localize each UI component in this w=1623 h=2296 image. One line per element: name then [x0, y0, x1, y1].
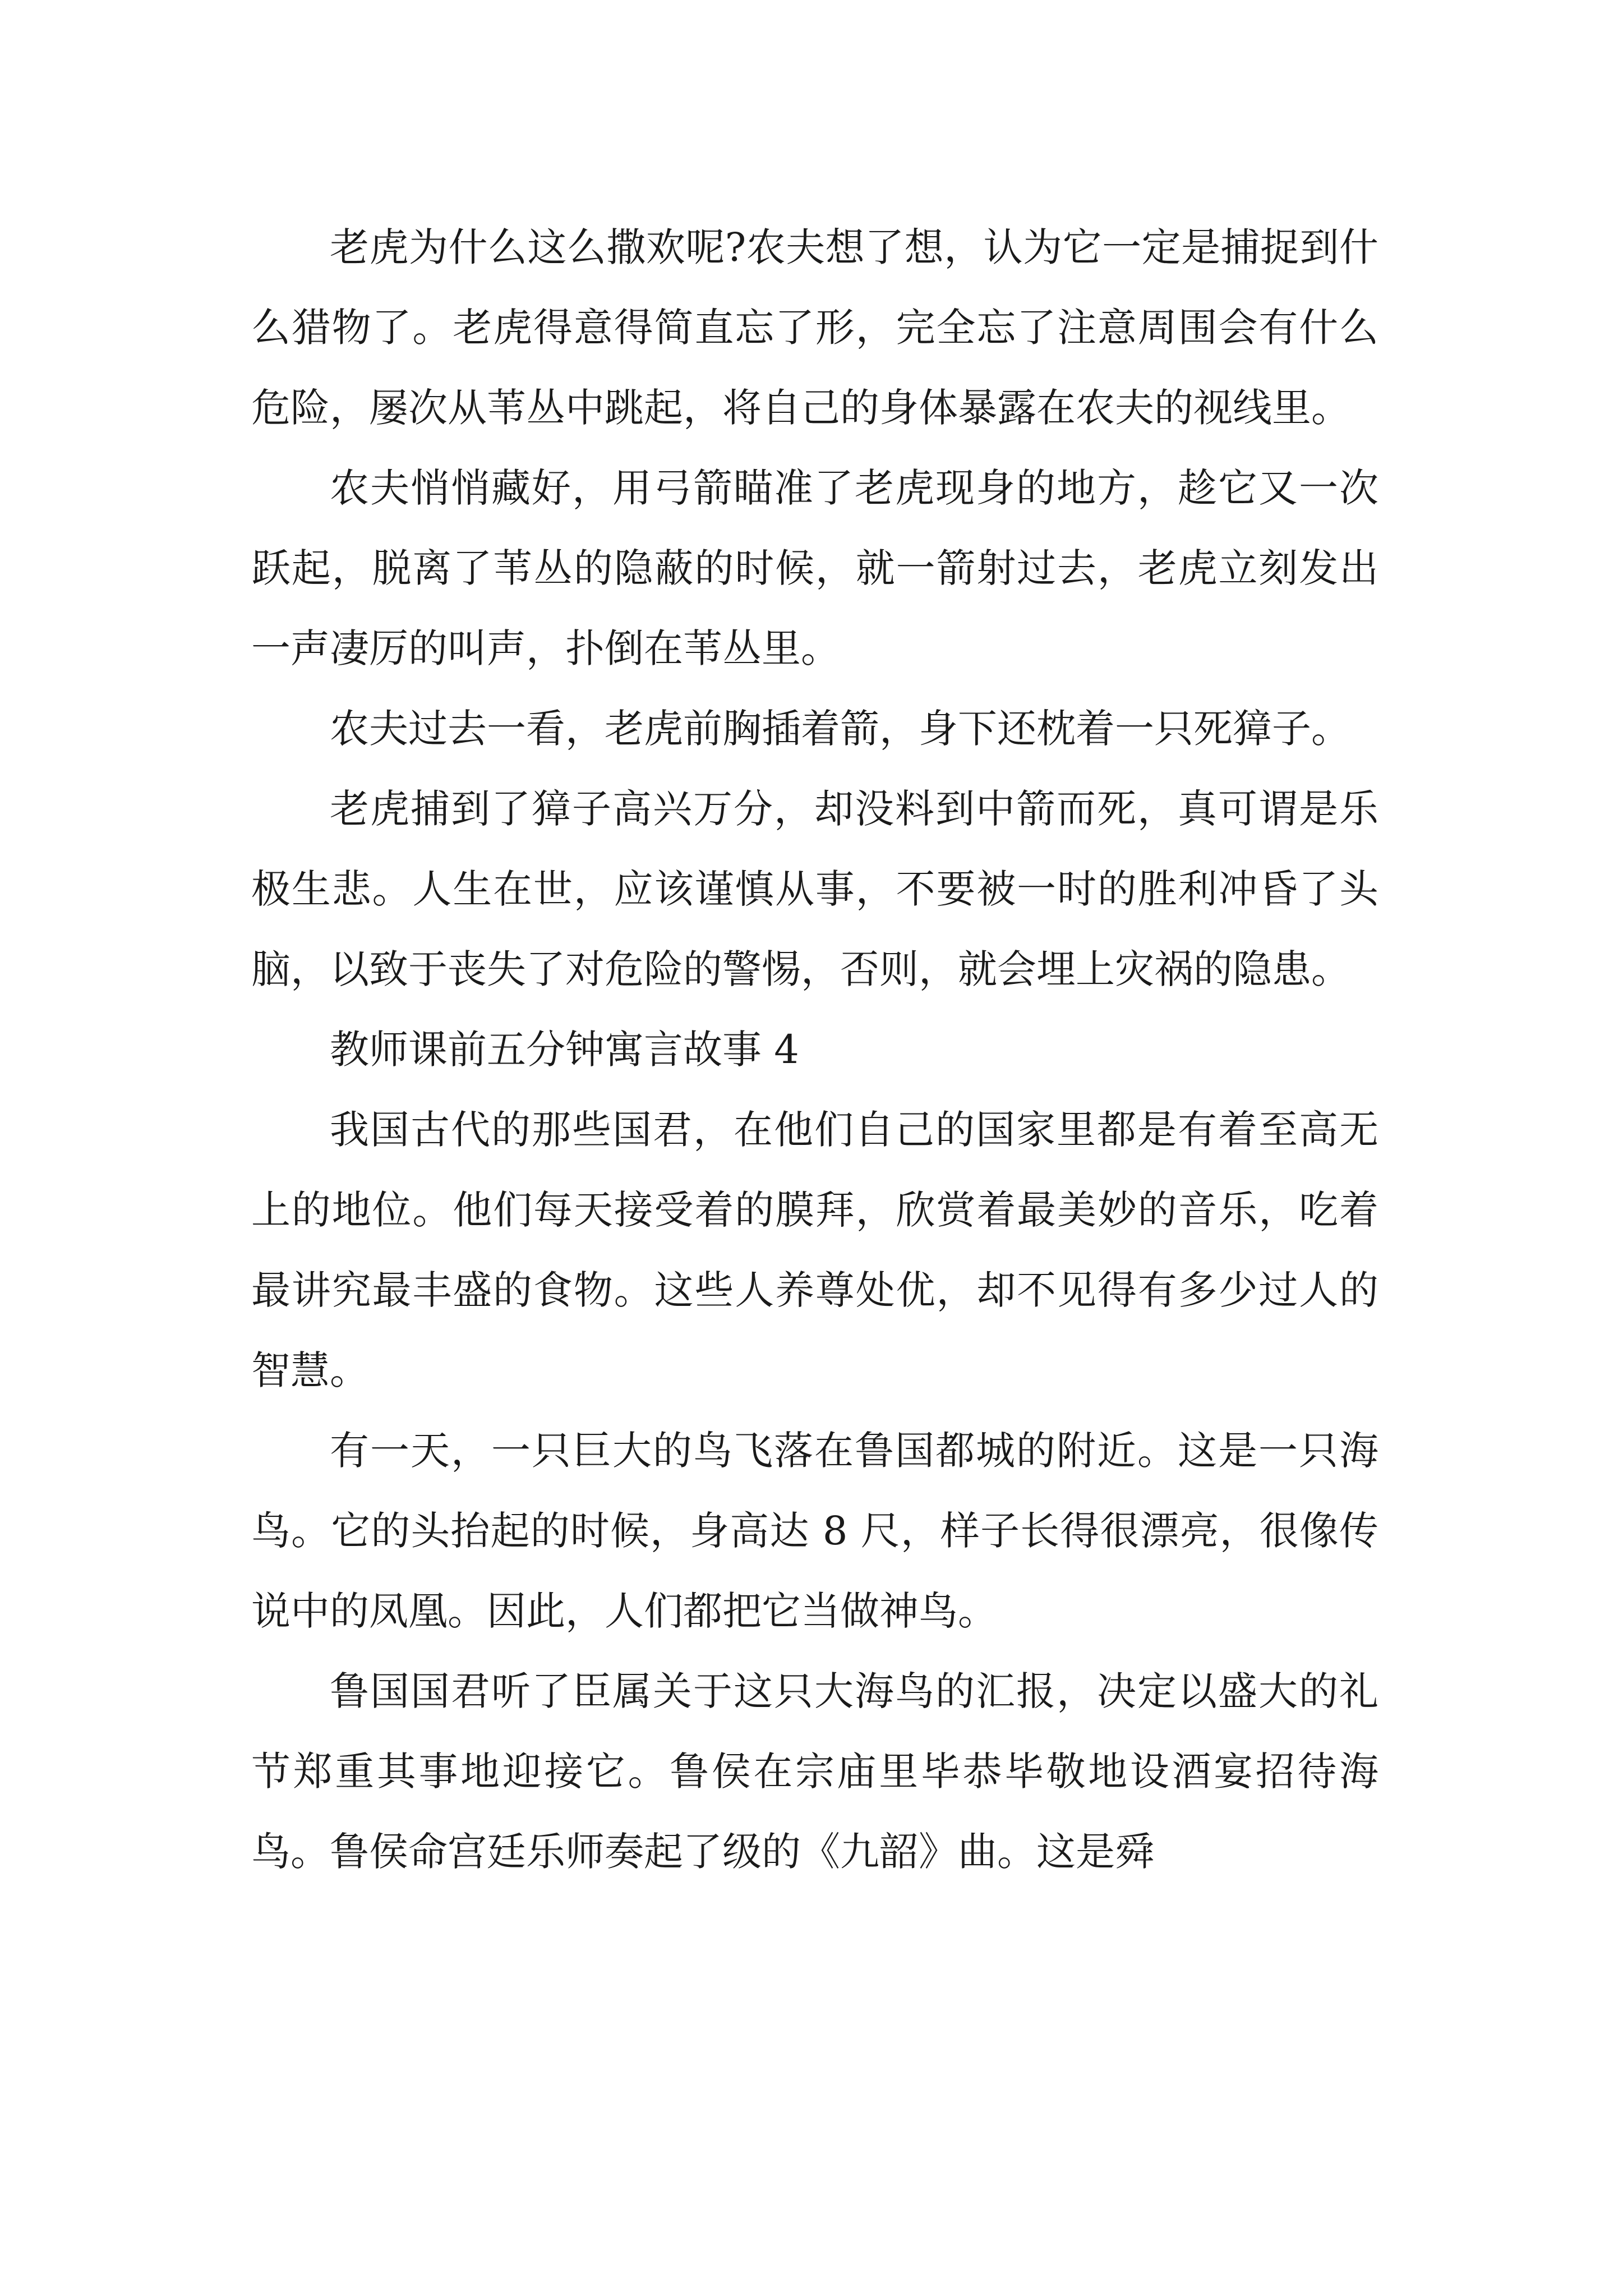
paragraph-lu-marquis: 鲁国国君听了臣属关于这只大海鸟的汇报，决定以盛大的礼节郑重其事地迎接它。鲁侯在宗庙里毕恭毕敬地设酒宴招待海鸟。鲁侯命宫廷乐师奏起了级的《九韶》曲。这是舜	[251, 1668, 1378, 1875]
paragraph-farmer-shoots: 农夫悄悄藏好，用弓箭瞄准了老虎现身的地方，趁它又一次跃起，脱离了苇丛的隐蔽的时候，就一箭射过去，老虎立刻发出一声凄厉的叫声，扑倒在苇丛里。	[251, 465, 1378, 671]
paragraph-tiger-frolic: 老虎为什么这么撒欢呢?农夫想了想，认为它一定是捕捉到什么猎物了。老虎得意得简直忘了形，完全忘了注意周围会有什么危险，屡次从苇丛中跳起，将自己的身体暴露在农夫的视线里。	[251, 224, 1378, 431]
document-body	[251, 208, 1378, 1892]
paragraph-ancient-rulers: 我国古代的那些国君，在他们自己的国家里都是有着至高无上的地位。他们每天接受着的膜拜，欣赏着最美妙的音乐，吃着最讲究最丰盛的食物。这些人养尊处优，却不见得有多少过人的智慧。	[251, 1107, 1378, 1393]
paragraph-sea-bird: 有一天，一只巨大的鸟飞落在鲁国都城的附近。这是一只海鸟。它的头抬起的时候，身高达 8 尺，样子长得很漂亮，很像传说中的凤凰。因此，人们都把它当做神鸟。	[251, 1428, 1378, 1634]
paragraph-moral: 老虎捕到了獐子高兴万分，却没料到中箭而死，真可谓是乐极生悲。人生在世，应该谨慎从事，不要被一时的胜利冲昏了头脑，以致于丧失了对危险的警惕，否则，就会埋上灾祸的隐患。	[251, 786, 1378, 992]
paragraph-dead-roe-deer: 农夫过去一看，老虎前胸插着箭，身下还枕着一只死獐子。	[330, 706, 1350, 752]
story-heading: 教师课前五分钟寓言故事 4	[330, 1027, 799, 1073]
